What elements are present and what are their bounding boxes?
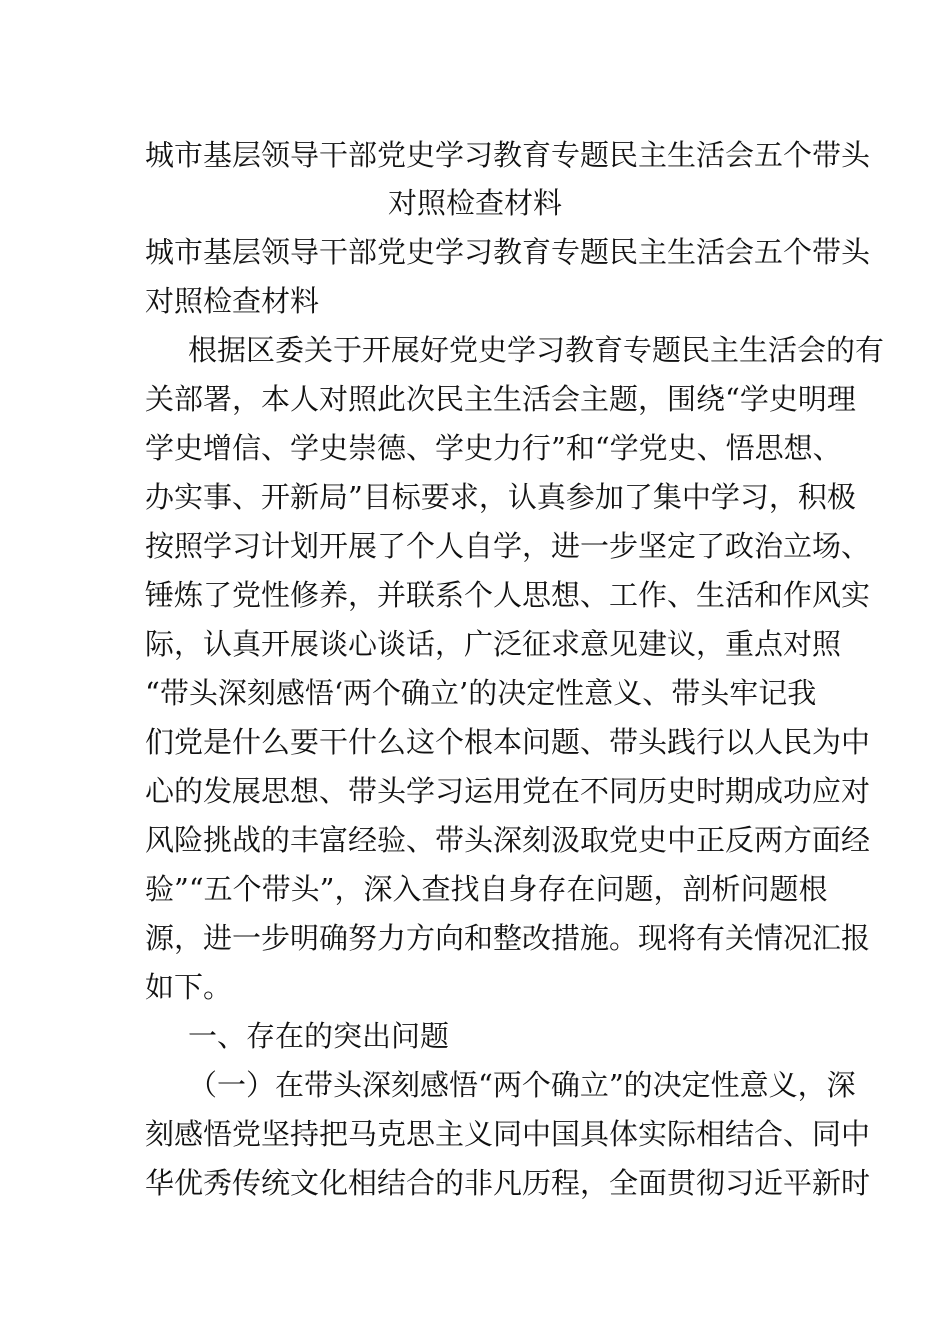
body-text-line: 学史增信、学史崇德、学史力行”和“学党史、悟思想、: [145, 431, 842, 465]
body-text-line: 验”“五个带头”，深入查找自身存在问题，剖析问题根: [145, 872, 828, 906]
body-text-line: 根据区委关于开展好党史学习教育专题民主生活会的有: [188, 333, 885, 367]
heading-repeat-line-2: 对照检查材料: [145, 284, 320, 318]
heading-repeat-line-1: 城市基层领导干部党史学习教育专题民主生活会五个带头: [145, 235, 871, 269]
body-text-line: 刻感悟党坚持把马克思主义同中国具体实际相结合、同中: [145, 1117, 871, 1151]
body-text-line: 风险挑战的丰富经验、带头深刻汲取党史中正反两方面经: [145, 823, 871, 857]
body-text-line: 关部署，本人对照此次民主生活会主题，围绕“学史明理: [145, 382, 856, 416]
body-text-line: 锤炼了党性修养，并联系个人思想、工作、生活和作风实: [145, 578, 871, 612]
document-title-line-1: 城市基层领导干部党史学习教育专题民主生活会五个带头: [145, 138, 871, 172]
section-heading: 一、存在的突出问题: [188, 1019, 450, 1053]
body-text-line: 们党是什么要干什么这个根本问题、带头践行以人民为中: [145, 725, 871, 759]
body-text-line: （一）在带头深刻感悟“两个确立”的决定性意义，深: [188, 1068, 856, 1102]
body-text-line: “带头深刻感悟‘两个确立’的决定性意义、带头牢记我: [145, 676, 817, 710]
body-text-line: 华优秀传统文化相结合的非凡历程，全面贯彻习近平新时: [145, 1166, 871, 1200]
body-text-line: 如下。: [145, 970, 233, 1004]
body-text-line: 按照学习计划开展了个人自学，进一步坚定了政治立场、: [145, 529, 871, 563]
body-text-line: 心的发展思想、带头学习运用党在不同历史时期成功应对: [145, 774, 871, 808]
body-text-line: 源，进一步明确努力方向和整改措施。现将有关情况汇报: [145, 921, 871, 955]
body-text-line: 办实事、开新局”目标要求，认真参加了集中学习，积极: [145, 480, 856, 514]
document-title-line-2: 对照检查材料: [387, 186, 562, 220]
body-text-line: 际，认真开展谈心谈话，广泛征求意见建议，重点对照: [145, 627, 842, 661]
